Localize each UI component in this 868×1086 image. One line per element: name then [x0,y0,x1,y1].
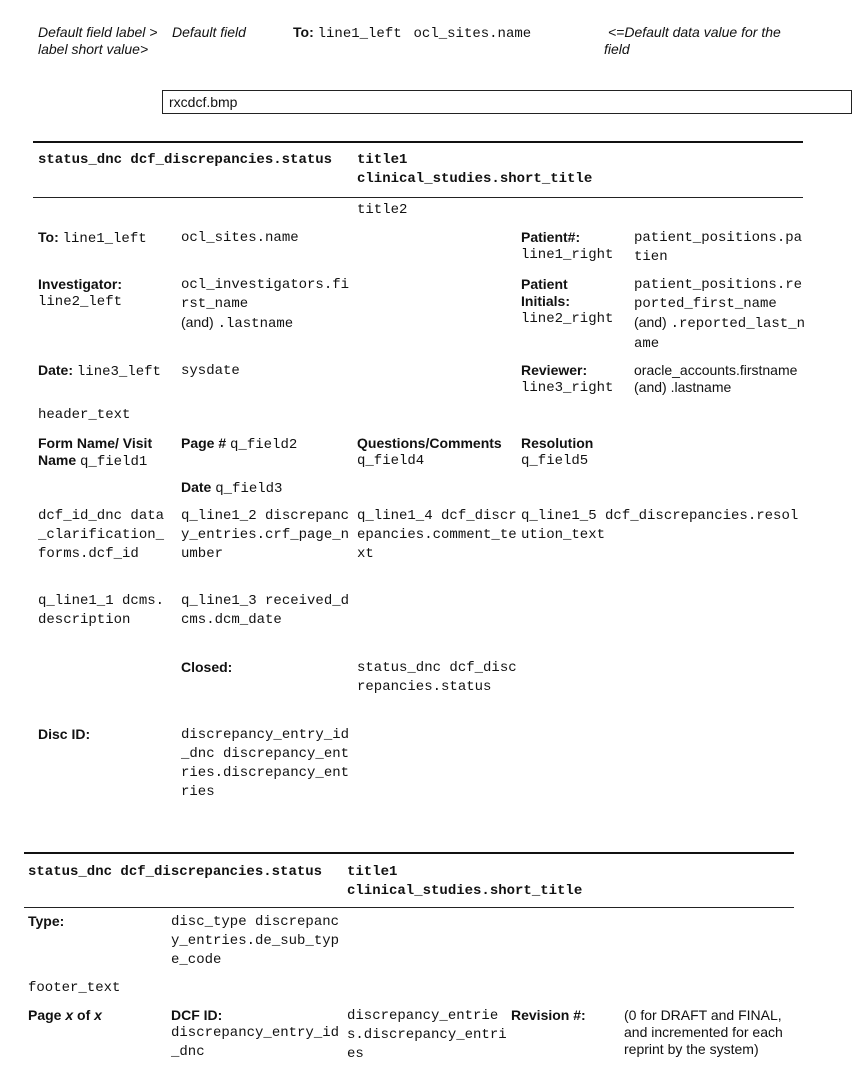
legend-label-left: Default field label > label short value> [38,24,158,57]
date-source: sysdate [181,363,240,379]
header-title2: title2 [357,202,408,218]
dcf-id-footer: DCF ID: discrepancy_entry_id_dnc [171,1007,340,1060]
page-x-of-x: Page x of x [28,1007,102,1023]
filename-box [162,90,852,114]
legend-to: To: line1_left ocl_sites.name [293,24,532,42]
footer-title1: title1 clinical_studies.short_title [347,864,583,899]
header-bottom-rule [33,197,803,198]
disc-id-value: discrepancy_entry_id_dnc discrepancy_entries.discrepancy_entries [181,727,350,800]
to-field: To: line1_left [38,229,147,247]
investigator-field: Investigator: line2_left [38,276,123,310]
page-number-heading: Page # q_field2 [181,435,298,453]
filename-text: rxcdcf.bmp [169,94,238,110]
reviewer-source: oracle_accounts.firstname (and) .lastname [634,362,798,395]
dcm-date-cell: q_line1_3 received_dcms.dcm_date [181,593,350,628]
dcf-id-cell: dcf_id_dnc data_clarification_forms.dcf_id [38,508,165,562]
legend-field-mid: Default field [172,24,246,40]
patient-number-source: patient_positions.patien [634,230,803,265]
patient-initials-source: patient_positions.reported_first_name (and) .reported_last_name [634,277,805,352]
patient-number-field: Patient#: line1_right [521,229,614,263]
type-value: disc_type discrepancy_entries.de_sub_type_code [171,914,340,968]
header-title1: title1 clinical_studies.short_title [357,152,593,187]
to-source: ocl_sites.name [181,230,299,246]
dcf-id-source: discrepancy_entries.discrepancy_entries [347,1008,507,1062]
header-text: header_text [38,407,131,423]
questions-heading: Questions/Comments q_field4 [357,435,502,469]
date-heading: Date q_field3 [181,479,283,497]
revision-label: Revision #: [511,1007,586,1023]
form-name-heading: Form Name/ Visit Name q_field1 [38,435,153,470]
footer-bottom-rule [24,907,794,908]
footer-text: footer_text [28,980,121,996]
investigator-source: ocl_investigators.first_name (and) .lastname [181,277,350,332]
crf-page-cell: q_line1_2 discrepancy_entries.crf_page_number [181,508,350,562]
header-status: status_dnc dcf_discrepancies.status [38,152,333,168]
disc-id-label: Disc ID: [38,726,91,742]
footer-status: status_dnc dcf_discrepancies.status [28,864,323,880]
revision-note: (0 for DRAFT and FINAL, and incremented for each reprint by the system) [624,1007,783,1057]
comment-cell: q_line1_4 dcf_discrepancies.comment_text [357,508,517,562]
legend-note: <=Default data value for the field [604,24,781,57]
reviewer-field: Reviewer: line3_right [521,362,614,396]
resolution-cell: q_line1_5 dcf_discrepancies.resolution_text [521,508,799,543]
resolution-heading: Resolution q_field5 [521,435,594,469]
header-top-rule [33,141,803,143]
footer-top-rule [24,852,794,854]
description-cell: q_line1_1 dcms.description [38,593,165,628]
closed-label: Closed: [181,659,233,675]
date-field: Date: line3_left [38,362,161,380]
closed-value: status_dnc dcf_discrepancies.status [357,660,517,695]
type-label: Type: [28,913,65,929]
patient-initials-field: Patient Initials: line2_right [521,276,614,327]
